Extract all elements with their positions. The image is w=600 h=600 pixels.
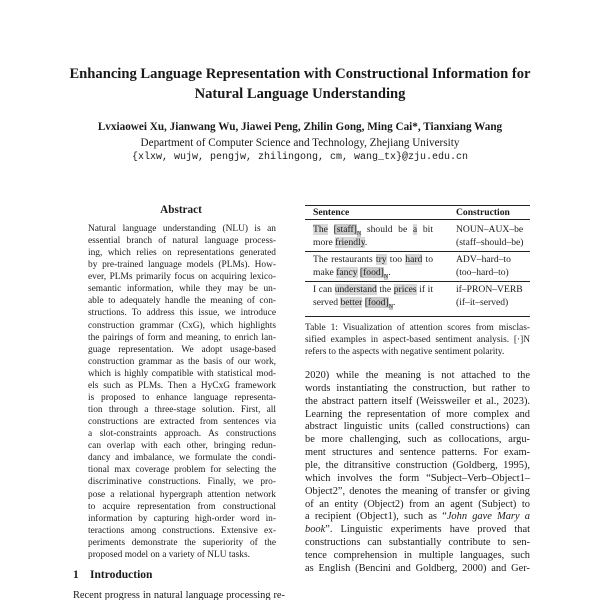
abstract-line: structions. To address this issue, we introduce <box>88 308 276 319</box>
abstract-line: guage representation. We adopt usage-based <box>88 344 276 355</box>
table-construction: if–PRON–VERB <box>456 284 523 295</box>
paper-title-line-1: Enhancing Language Representation with Constructional Information for <box>69 66 531 82</box>
table-construction-example: (staff–should–be) <box>456 237 524 248</box>
body-line: the abstract pattern itself (Weissweiler et al., 2023). <box>305 395 530 407</box>
abstract-line: essential branch of natural language process- <box>88 236 276 247</box>
abstract-line: information by capturing high-order word in- <box>88 513 276 524</box>
token-text: to <box>422 254 433 265</box>
token-text: . <box>388 267 391 278</box>
token-text: make <box>313 267 337 278</box>
abstract-line: can overlap with each other, bringing redun- <box>88 441 276 452</box>
section-number: 1 <box>73 569 79 581</box>
example-italic: John gave Mary a <box>446 511 531 523</box>
abstract-line: is proposed to enhance language representa- <box>88 392 276 403</box>
abstract-line: periments demonstrate the superiority of the <box>88 537 276 548</box>
body-line: as English (Bencini and Goldberg, 2000) and Ger- <box>305 562 530 574</box>
token-text <box>328 224 334 235</box>
abstract-line: by pre-trained language models (PLMs). How- <box>88 260 276 271</box>
token-text: served <box>313 297 341 308</box>
token-text: I can <box>313 284 335 295</box>
body-line: which involves the form “Subject–Verb–Object1– <box>305 472 530 484</box>
body-line: ment structures and sentence patterns. For exam- <box>305 447 530 459</box>
abstract-line: construction grammar (CxG), which highlights <box>88 320 276 331</box>
token-text: too <box>386 254 406 265</box>
body-line: abstract linguistic units (called constructions) can <box>305 421 530 433</box>
table-sentence-line <box>313 224 433 237</box>
body-line: tence comprehension in multiple languages, such <box>305 549 530 561</box>
abstract-line: tion through a three-stage solution. First, all <box>88 405 276 416</box>
token-text: more <box>313 237 336 248</box>
table-caption-line: sified examples in aspect-based sentiment analysis. [·]N <box>305 335 530 345</box>
attention-token: a <box>412 224 418 235</box>
table-header-rule <box>305 219 530 220</box>
body-line: 2020) while the meaning is not attached to the <box>305 370 530 381</box>
abstract-line: ever, PLMs primarily focus on acquiring lexico- <box>88 272 276 283</box>
abstract-line: Natural language understanding (NLU) is an <box>88 224 276 234</box>
body-line: Learning the representation of more complex and <box>305 408 530 420</box>
body-line: Object2”, denotes the meaning of transfer or giving <box>305 485 530 497</box>
table-sentence-line <box>313 284 433 295</box>
abstract-line: the pairings of form and meaning, to enrich lan- <box>88 332 276 343</box>
attention-token: The <box>313 224 328 235</box>
attention-token: understand <box>334 284 377 295</box>
attention-token: prices <box>393 284 417 295</box>
token-text: The restaurants <box>313 254 376 265</box>
attention-token: [food] <box>364 297 389 308</box>
abstract-line: construction grammar as the basis of our work, <box>88 356 276 367</box>
abstract-line: able to adequately handle the meaning of con- <box>88 296 276 307</box>
table-row-rule <box>305 281 530 282</box>
example-italic: book <box>305 524 326 536</box>
abstract-heading: Abstract <box>160 204 202 216</box>
attention-token: friendly <box>335 237 365 248</box>
table-construction: NOUN–AUX–be <box>456 224 524 235</box>
attention-token: [staff] <box>333 224 357 235</box>
table-caption-line: refers to the aspects with negative sentiment polarity. <box>305 347 505 357</box>
affiliation: Department of Computer Science and Technology, Zhejiang University <box>140 137 460 149</box>
abstract-line: els such as PLMs. Then a HyCxG framework <box>88 380 276 391</box>
body-line: ple, the ditransitive construction (Goldberg, 1995), <box>305 459 530 471</box>
section-heading: Introduction <box>90 569 153 581</box>
body-line: be more challenging, such as collocations, argu- <box>305 434 530 446</box>
body-line: a recipient (Object1), such as “John gave Mary a <box>305 511 531 523</box>
abstract-line: a slot-constraints approach. As constructions <box>88 429 276 440</box>
intro-first-line: Recent progress in natural language processing re- <box>73 590 285 600</box>
abstract-line: to acquire representation from constructional <box>88 501 276 512</box>
body-line: words instantiating the construction, but rather to <box>305 382 530 394</box>
table-header-construction: Construction <box>456 207 510 218</box>
token-text: . <box>393 297 396 308</box>
body-line: book”. Linguistic experiments have proved that <box>305 524 530 536</box>
attention-token: try <box>375 254 387 265</box>
table-top-rule <box>305 205 530 206</box>
table-header-sentence: Sentence <box>313 207 350 218</box>
abstract-line: discriminative constructions. Finally, we pro- <box>88 477 276 488</box>
table-sentence-line <box>313 237 367 248</box>
attention-token: better <box>340 297 363 308</box>
attention-token: hard <box>405 254 423 265</box>
table-sentence-line <box>313 254 433 265</box>
table-construction-example: (if–it–served) <box>456 297 509 308</box>
token-text: . <box>364 237 368 248</box>
body-line: constructions can substantially contribute to sen- <box>305 537 530 549</box>
token-text: the <box>376 284 394 295</box>
abstract-line: dancy and imbalance, we formulate the condi- <box>88 453 276 464</box>
body-line: of an entity (Object2) from an agent (Subject) to <box>305 498 530 510</box>
attention-token: N <box>356 230 362 237</box>
table-construction-example: (too–hard–to) <box>456 267 509 278</box>
paper-title-line-2: Natural Language Understanding <box>194 86 406 102</box>
token-text: if it <box>416 284 433 295</box>
attention-token: [food] <box>359 267 384 278</box>
table-caption-line: Table 1: Visualization of attention scores from misclas- <box>305 323 530 333</box>
email: {xlxw, wujw, pengjw, zhilingong, cm, wang_tx}@zju.edu.cn <box>131 152 469 163</box>
table-row-rule <box>305 251 530 252</box>
abstract-line: pose a relational hypergraph attention network <box>88 489 276 500</box>
authors: Lvxiaowei Xu, Jianwang Wu, Jiawei Peng, Zhilin Gong, Ming Cai*, Tianxiang Wang <box>97 121 503 133</box>
abstract-line: proposed model on a variety of NLU tasks. <box>88 549 250 560</box>
abstract-line: constructions are extracted from sentences via <box>88 417 276 428</box>
table-sentence-line <box>313 267 391 280</box>
abstract-line: ing, which relies on representations generated <box>88 248 276 259</box>
table-construction: ADV–hard–to <box>456 254 511 265</box>
attention-token: N <box>383 273 389 280</box>
abstract-line: tional max coverage problem for selecting the <box>88 465 276 476</box>
table-sentence-line <box>313 297 395 310</box>
abstract-line: which is highly compatible with statistical mod- <box>88 368 276 379</box>
attention-token: fancy <box>336 267 358 278</box>
token-text: bit <box>417 224 433 235</box>
table-bottom-rule <box>305 316 530 317</box>
abstract-line: teractions among constructions. Extensive ex- <box>88 525 276 536</box>
abstract-line: semantic information, while they may be un- <box>88 284 276 295</box>
token-text: should be <box>361 224 413 235</box>
attention-token: N <box>388 303 394 310</box>
